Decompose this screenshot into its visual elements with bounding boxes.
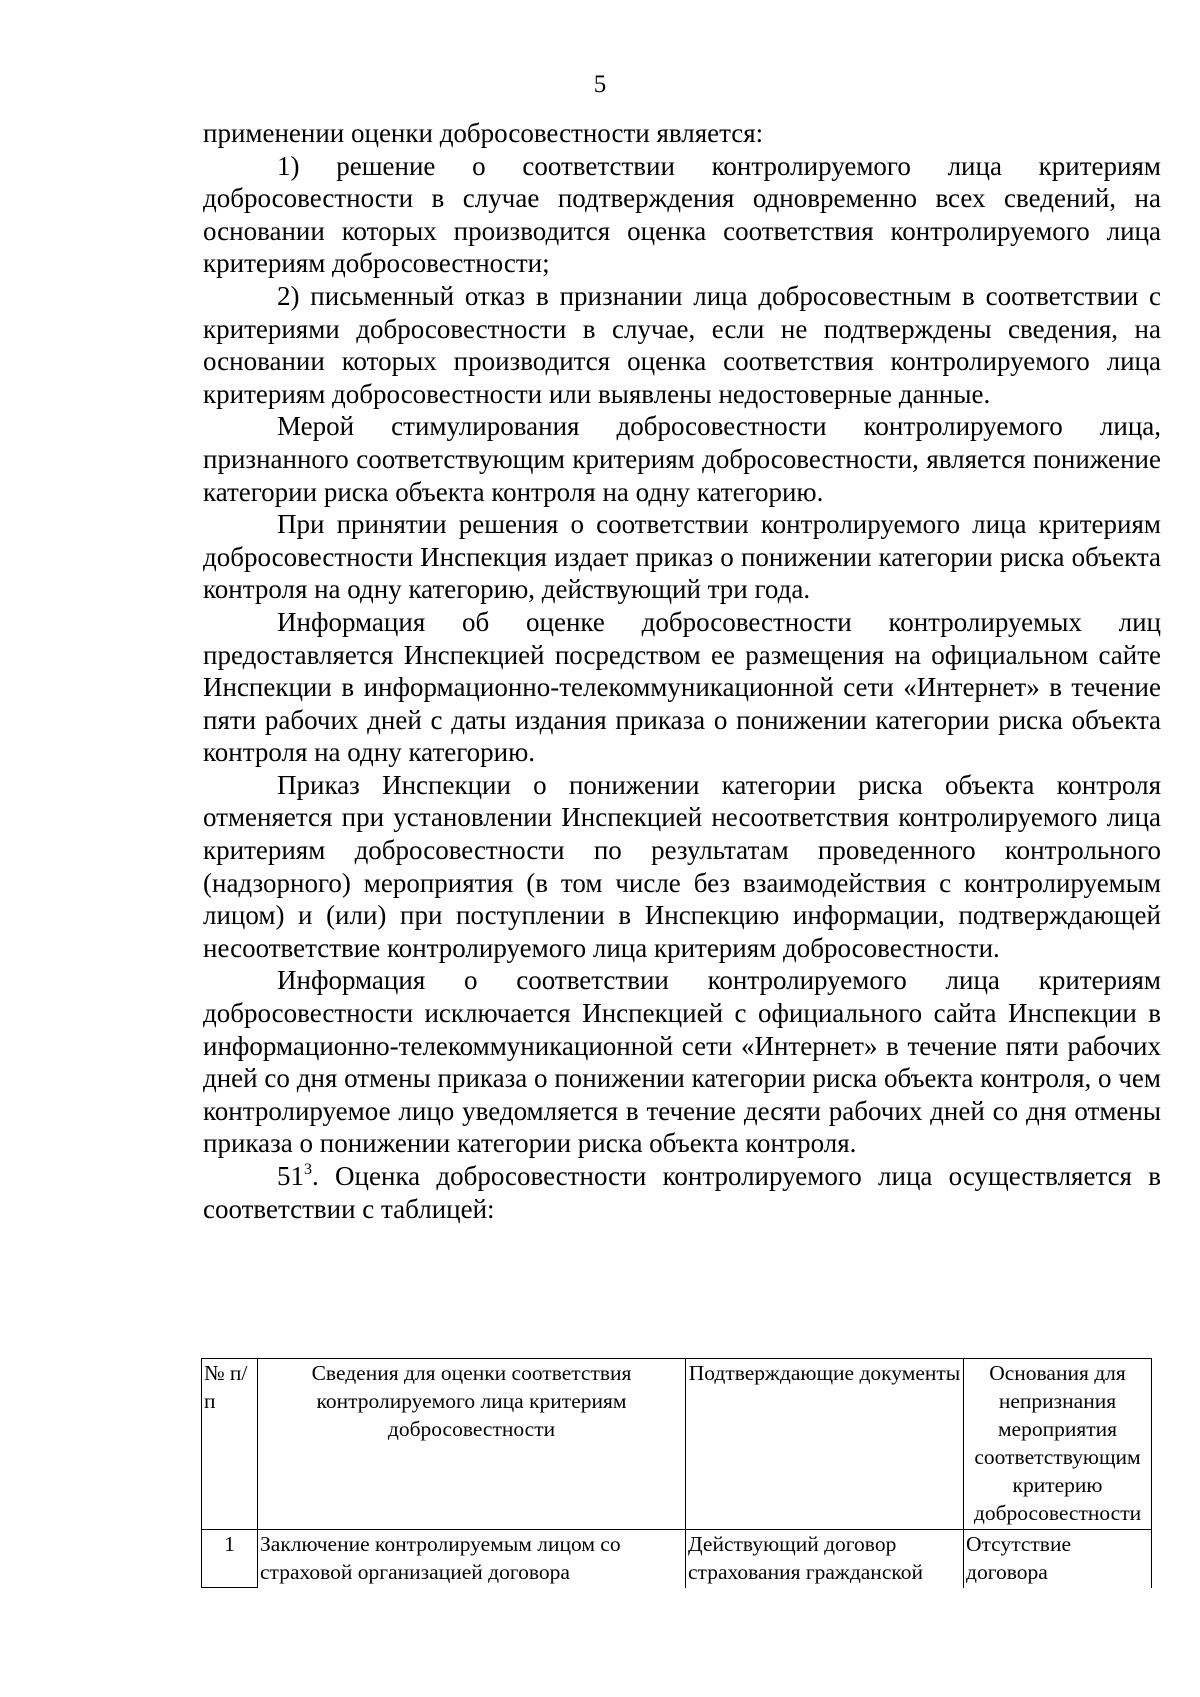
clause-51-3: [203, 1160, 1161, 1225]
header-docs: Подтверждающие документы: [686, 1359, 964, 1530]
clause-text: . Оценка добросовестности контролируемого лица осуществляется в соответствии с таблицей:: [203, 1161, 1161, 1224]
table-header-row: [202, 1359, 1152, 1530]
table-row: [202, 1530, 1152, 1589]
paragraph: При принятии решения о соответствии контролируемого лица критериям добросовестности Инспекция издает приказ о понижении категории риска объекта контроля на одну категорию, действующий три года.: [203, 509, 1161, 605]
paragraph: применении оценки добросовестности является:: [203, 118, 764, 148]
cell-info: Заключение контролируемым лицом со страховой организацией договора: [258, 1530, 686, 1589]
clause-superscript: 3: [304, 1161, 312, 1178]
clause-number: 51: [277, 1161, 304, 1191]
paragraph: 1) решение о соответствии контролируемого лица критериям добросовестности в случае подтверждения одновременно всех сведений, на основании которых производится оценка соответствия контролируемого лица критериям добросовестности;: [203, 150, 1161, 279]
document-body: [203, 117, 1161, 1225]
paragraph: Приказ Инспекции о понижении категории риска объекта контроля отменяется при установлении Инспекцией несоответствия контролируемого лица критериям добросовестности по результатам проведенного контрольного (надзорного) мероприятия (в том числе без взаимодействия с контролируемым лицом) и (или) при поступлении в Инспекцию информации, подтверждающей несоответствие контролируемого лица критериям добросовестности.: [203, 769, 1161, 963]
paragraph: Информация о соответствии контролируемого лица критериям добросовестности исключается Инспекцией с официального сайта Инспекции в информационно-телекоммуникационной сети «Интернет» в течение пяти рабочих дней со дня отмены приказа о понижении категории риска объекта контроля, о чем контролируемое лицо уведомляется в течение десяти рабочих дней со дня отмены приказа о понижении категории риска объекта контроля.: [203, 965, 1161, 1159]
table-bottom-border: [201, 1587, 257, 1589]
paragraph: 2) письменный отказ в признании лица добросовестным в соответствии с критериями добросовестности в случае, если не подтверждены сведения, на основании которых производится оценка соответствия контролируемого лица критериям добросовестности или выявлены недостоверные данные.: [203, 280, 1161, 409]
cell-grounds: Отсутствие договора: [964, 1530, 1152, 1589]
criteria-table: [201, 1358, 1152, 1588]
cell-num: 1: [202, 1530, 258, 1589]
paragraph: Мерой стимулирования добросовестности контролируемого лица, признанного соответствующим критериям добросовестности, является понижение категории риска объекта контроля на одну категорию.: [203, 411, 1161, 507]
header-num: № п/п: [202, 1359, 258, 1530]
page-number: 5: [593, 71, 607, 98]
paragraph: Информация об оценке добросовестности контролируемых лиц предоставляется Инспекцией посредством ее размещения на официальном сайте Инспекции в информационно-телекоммуникационной сети «Интернет» в течение пяти рабочих дней с даты издания приказа о понижении категории риска объекта контроля на одну категорию.: [203, 606, 1161, 768]
cell-docs: Действующий договор страхования гражданской: [686, 1530, 964, 1589]
header-grounds: Основания для непризнания мероприятия соответствующим критерию добросовестности: [964, 1359, 1152, 1530]
header-info: Сведения для оценки соответствия контролируемого лица критериям добросовестности: [258, 1359, 686, 1530]
